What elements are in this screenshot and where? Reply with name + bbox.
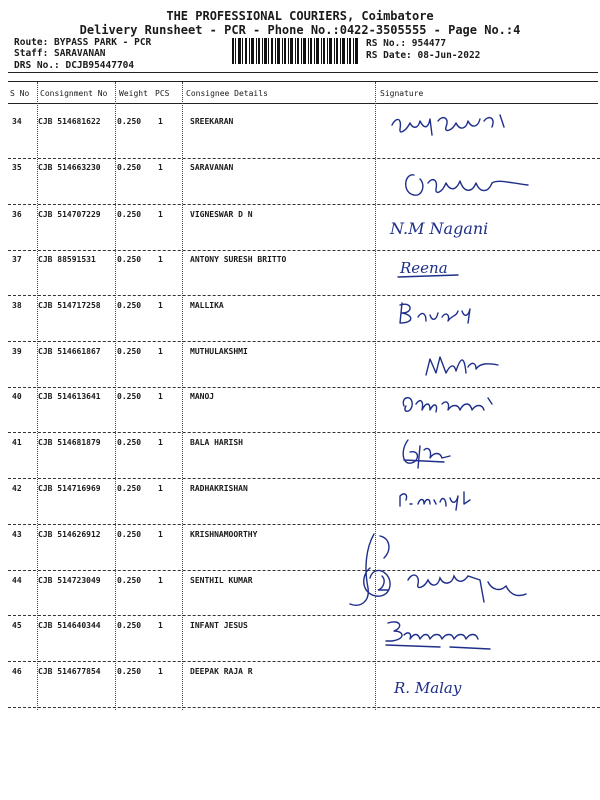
col-header-pcs: PCS — [155, 89, 170, 98]
row-weight: 0.250 — [117, 530, 142, 539]
row-consignment: CJB 514626912 — [38, 530, 101, 539]
handwritten-signature — [330, 528, 550, 623]
row-consignment: CJB 514707229 — [38, 210, 101, 219]
header-rule-bottom — [8, 103, 598, 104]
row-weight: 0.250 — [117, 392, 142, 401]
runsheet-subtitle: Delivery Runsheet - PCR - Phone No.:0422-3505555 - Page No.:4 — [79, 23, 521, 37]
row-weight: 0.250 — [117, 301, 142, 310]
row-pcs: 1 — [158, 438, 163, 447]
row-sno: 44 — [12, 576, 22, 585]
row-sno: 43 — [12, 530, 22, 539]
signature-text: R. Malay — [394, 679, 462, 697]
row-weight: 0.250 — [117, 484, 142, 493]
row-sno: 42 — [12, 484, 22, 493]
row-weight: 0.250 — [117, 621, 142, 630]
row-weight: 0.250 — [117, 255, 142, 264]
col-header-consignment: Consignment No — [40, 89, 108, 98]
row-pcs: 1 — [158, 210, 163, 219]
row-sno: 45 — [12, 621, 22, 630]
row-consignee: RADHAKRISHAN — [190, 484, 248, 493]
row-pcs: 1 — [158, 392, 163, 401]
row-sno: 38 — [12, 301, 22, 310]
row-pcs: 1 — [158, 301, 163, 310]
row-consignment: CJB 514640344 — [38, 621, 101, 630]
row-consignment: CJB 514681622 — [38, 117, 101, 126]
row-consignment: CJB 514677854 — [38, 667, 101, 676]
document-title: THE PROFESSIONAL COURIERS, Coimbatore — [166, 9, 434, 23]
row-divider — [8, 524, 600, 525]
handwritten-signature — [380, 474, 600, 530]
row-consignee: VIGNESWAR D N — [190, 210, 253, 219]
col-header-weight: Weight — [119, 89, 148, 98]
col-header-sno: S No — [10, 89, 30, 98]
header-rule-mid — [8, 81, 598, 82]
rs-date: RS Date: 08-Jun-2022 — [366, 50, 481, 61]
row-sno: 37 — [12, 255, 22, 264]
handwritten-signature — [380, 657, 600, 713]
row-consignment: CJB 514723049 — [38, 576, 101, 585]
row-consignment: CJB 88591531 — [38, 255, 96, 264]
signature-text: N.M Nagani — [390, 219, 489, 238]
row-consignee: SREEKARAN — [190, 117, 234, 126]
row-consignee: ANTONY SURESH BRITTO — [190, 255, 287, 264]
row-weight: 0.250 — [117, 117, 142, 126]
col-header-consignee: Consignee Details — [186, 89, 268, 98]
row-consignee: INFANT JESUS — [190, 621, 248, 630]
drs-number: DRS No.: DCJB95447704 — [14, 60, 135, 71]
row-weight: 0.250 — [117, 210, 142, 219]
row-consignee: MALLIKA — [190, 301, 224, 310]
row-consignment: CJB 514613641 — [38, 392, 101, 401]
row-pcs: 1 — [158, 484, 163, 493]
row-pcs: 1 — [158, 255, 163, 264]
row-sno: 36 — [12, 210, 22, 219]
row-consignee: MUTHULAKSHMI — [190, 347, 248, 356]
row-weight: 0.250 — [117, 163, 142, 172]
col-header-signature: Signature — [380, 89, 424, 98]
row-pcs: 1 — [158, 576, 163, 585]
row-weight: 0.250 — [117, 667, 142, 676]
row-consignment: CJB 514716969 — [38, 484, 101, 493]
row-pcs: 1 — [158, 117, 163, 126]
row-consignee: SENTHIL KUMAR — [190, 576, 253, 585]
row-consignment: CJB 514663230 — [38, 163, 101, 172]
barcode-image — [232, 38, 358, 64]
row-consignee: DEEPAK RAJA R — [190, 667, 253, 676]
row-pcs: 1 — [158, 163, 163, 172]
row-sno: 35 — [12, 163, 22, 172]
row-divider — [8, 707, 600, 708]
row-weight: 0.250 — [117, 438, 142, 447]
row-pcs: 1 — [158, 667, 163, 676]
row-sno: 34 — [12, 117, 22, 126]
row-sno: 39 — [12, 347, 22, 356]
row-consignment: CJB 514717258 — [38, 301, 101, 310]
row-pcs: 1 — [158, 347, 163, 356]
rs-number: RS No.: 954477 — [366, 38, 447, 49]
row-sno: 46 — [12, 667, 22, 676]
row-sno: 41 — [12, 438, 22, 447]
row-pcs: 1 — [158, 621, 163, 630]
row-consignee: BALA HARISH — [190, 438, 243, 447]
row-weight: 0.250 — [117, 347, 142, 356]
row-consignment: CJB 514661867 — [38, 347, 101, 356]
header-rule-top — [8, 72, 598, 73]
row-consignment: CJB 514681879 — [38, 438, 101, 447]
row-consignee: MANOJ — [190, 392, 215, 401]
row-consignee: KRISHNAMOORTHY — [190, 530, 258, 539]
signature-text: Reena — [400, 259, 448, 277]
staff-label: Staff: SARAVANAN — [14, 48, 106, 59]
row-weight: 0.250 — [117, 576, 142, 585]
route-label: Route: BYPASS PARK - PCR — [14, 37, 152, 48]
row-pcs: 1 — [158, 530, 163, 539]
row-consignee: SARAVANAN — [190, 163, 234, 172]
row-sno: 40 — [12, 392, 22, 401]
